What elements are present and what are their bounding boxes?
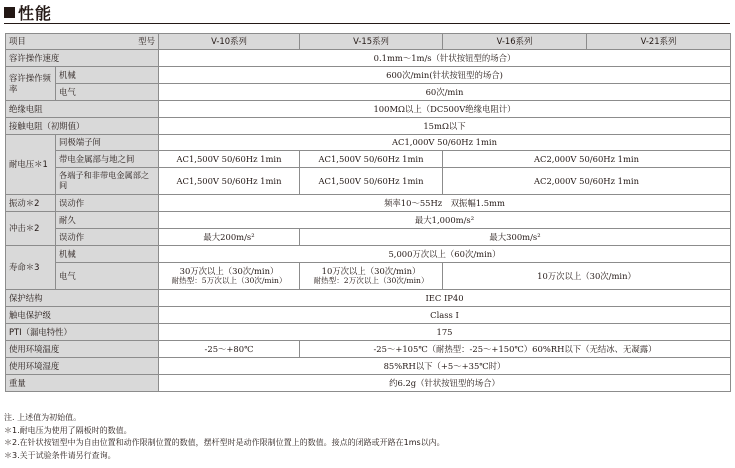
header-v16: V-16系列 [443, 34, 587, 50]
value-temperature-v10: -25～+80℃ [159, 341, 300, 358]
row-life-elec [6, 263, 731, 290]
value-withstand-metal-v10: AC1,500V 50/60Hz 1min [159, 151, 300, 168]
value-insulation: 100MΩ以上（DC500V绝缘电阻计） [159, 101, 731, 118]
value-life-mech: 5,000万次以上（60次/min） [159, 246, 731, 263]
row-shock-durability [6, 212, 731, 229]
value-shock-durability: 最大1,000m/s² [159, 212, 731, 229]
value-contact-resistance: 15mΩ以下 [159, 118, 731, 135]
value-pti: 175 [159, 324, 731, 341]
header-item-label: 项目 [9, 36, 26, 47]
label-withstand-terminals: 各端子和非带电金属部之间 [56, 168, 159, 195]
value-withstand-terminals-v15: AC1,500V 50/60Hz 1min [300, 168, 443, 195]
value-life-elec-rest: 10万次以上（30次/min） [443, 263, 731, 290]
value-vibration: 频率10～55Hz 双振幅1.5mm [159, 195, 731, 212]
row-withstand-same [6, 135, 731, 151]
row-vibration [6, 195, 731, 212]
value-shock-mal-v10: 最大200m/s² [159, 229, 300, 246]
label-operating-freq: 容许操作频率 [6, 67, 56, 101]
label-freq-elec: 电气 [56, 84, 159, 101]
performance-table [5, 33, 731, 392]
label-pti: PTI（漏电特性） [6, 324, 159, 341]
value-withstand-same: AC1,000V 50/60Hz 1min [159, 135, 731, 151]
label-vibration-mal: 误动作 [56, 195, 159, 212]
label-shock-protection-class: 触电保护级 [6, 307, 159, 324]
row-humidity [6, 358, 731, 375]
label-contact-resistance: 接触电阻（初期值） [6, 118, 159, 135]
row-weight [6, 375, 731, 392]
row-shock-malfunction [6, 229, 731, 246]
label-protection: 保护结构 [6, 290, 159, 307]
section-title: 性能 [18, 3, 53, 23]
value-protection: IEC IP40 [159, 290, 731, 307]
label-withstand: 耐电压＊1 [6, 135, 56, 195]
footnote-general: 注. 上述值为初始值。 [4, 413, 82, 422]
life-elec-v15-line1: 10万次以上（30次/min） [321, 266, 421, 277]
header-v21: V-21系列 [587, 34, 731, 50]
row-operating-freq-mech [6, 67, 731, 84]
footnote-2: ＊2.在针状按钮型中为自由位置和动作限制位置的数值，摆杆型时是动作限制位置上的数值。接点的闭路或开路在1ms以内。 [4, 438, 445, 448]
square-bullet-icon [4, 7, 15, 18]
life-elec-v10-line1: 30万次以上（30次/min） [179, 266, 279, 277]
header-divider [4, 23, 730, 24]
row-contact-resistance [6, 118, 731, 135]
row-insulation [6, 101, 731, 118]
row-temperature [6, 341, 731, 358]
value-temperature-rest: -25～+105℃（耐热型：-25～+150℃）60%RH以下（无结冰、无凝露） [300, 341, 731, 358]
header-item-model [6, 34, 159, 50]
row-operating-freq-elec [6, 84, 731, 101]
value-life-elec-v15 [300, 263, 443, 290]
section-header [4, 2, 52, 22]
value-operating-speed: 0.1mm～1m/s（针状按钮型的场合） [159, 50, 731, 67]
label-shock: 冲击＊2 [6, 212, 56, 246]
value-life-elec-v10 [159, 263, 300, 290]
label-vibration: 振动＊2 [6, 195, 56, 212]
value-freq-mech: 600次/min(针状按钮型的场合) [159, 67, 731, 84]
row-shock-protection-class [6, 307, 731, 324]
value-withstand-metal-v15: AC1,500V 50/60Hz 1min [300, 151, 443, 168]
value-humidity: 85%RH以下（+5～+35℃时） [159, 358, 731, 375]
row-withstand-metal [6, 151, 731, 168]
label-temperature: 使用环境温度 [6, 341, 159, 358]
value-withstand-terminals-v10: AC1,500V 50/60Hz 1min [159, 168, 300, 195]
row-protection [6, 290, 731, 307]
row-operating-speed [6, 50, 731, 67]
table-header-row [6, 34, 731, 50]
row-withstand-terminals [6, 168, 731, 195]
label-freq-mech: 机械 [56, 67, 159, 84]
header-v10: V-10系列 [159, 34, 300, 50]
label-shock-mal: 误动作 [56, 229, 159, 246]
label-operating-speed: 容许操作速度 [6, 50, 159, 67]
value-withstand-metal-v16-21: AC2,000V 50/60Hz 1min [443, 151, 731, 168]
label-life-mech: 机械 [56, 246, 159, 263]
value-shock-mal-rest: 最大300m/s² [300, 229, 731, 246]
footnote-3: ＊3.关于试验条件请另行查询。 [4, 450, 116, 460]
life-elec-v10-line2: 耐热型：5万次以上（30次/min） [171, 276, 287, 286]
label-humidity: 使用环境湿度 [6, 358, 159, 375]
header-model-label: 型号 [138, 36, 155, 47]
header-v15: V-15系列 [300, 34, 443, 50]
value-freq-elec: 60次/min [159, 84, 731, 101]
footnotes [4, 412, 445, 462]
label-life: 寿命＊3 [6, 246, 56, 290]
label-withstand-metal: 带电金属部与地之间 [56, 151, 159, 168]
value-weight: 约6.2g（针状按钮型的场合） [159, 375, 731, 392]
value-withstand-terminals-v16-21: AC2,000V 50/60Hz 1min [443, 168, 731, 195]
row-life-mech [6, 246, 731, 263]
row-pti [6, 324, 731, 341]
label-shock-durability: 耐久 [56, 212, 159, 229]
footnote-1: ＊1.耐电压为使用了隔板时的数值。 [4, 425, 132, 435]
label-insulation: 绝缘电阻 [6, 101, 159, 118]
value-shock-protection-class: Class Ⅰ [159, 307, 731, 324]
life-elec-v15-line2: 耐热型：2万次以上（30次/min） [313, 276, 429, 286]
label-life-elec: 电气 [56, 263, 159, 290]
label-weight: 重量 [6, 375, 159, 392]
label-withstand-same: 同极端子间 [56, 135, 159, 151]
